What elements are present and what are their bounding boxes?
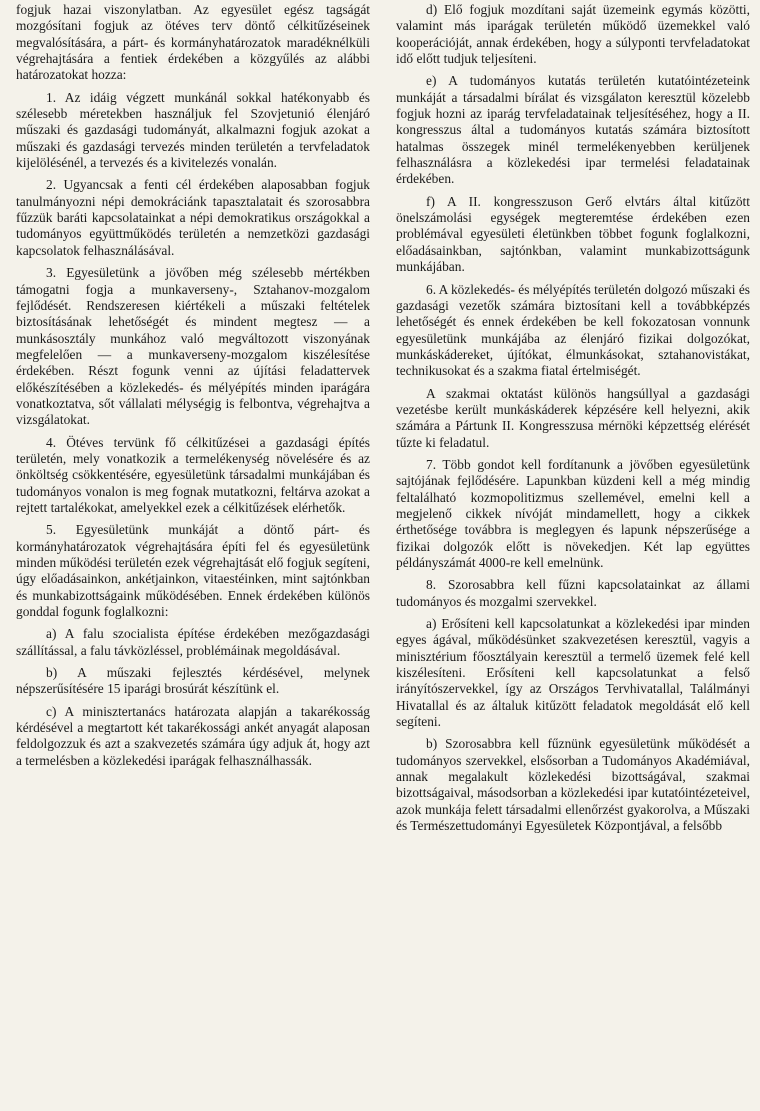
resolution-2: 2. Ugyancsak a fenti cél érdekében alaposabban fogjuk tanulmányozni népi demokráciánk tapasztalatait és szorosabbra fűzzük baráti kapcsolatainkat a népi demokratikus országokkal a tudományos együttműködés területén a nemzetközi gazdasági kapcsolatok felhasználásával. bbox=[16, 177, 370, 258]
resolution-5c: c) A minisztertanács határozata alapján a takarékosság kérdésével a megtartott két takarékossági ankét anyagát alaposan feldolgozzuk és azt a szakvezetés számára úgy adjuk át, hogy azt a termelésben a közlekedési iparágak felhasználhassák. bbox=[16, 703, 370, 768]
resolution-1: 1. Az idáig végzett munkánál sokkal hatékonyabb és szélesebb méretekben használjuk fel Szovjetunió élenjáró műszaki és gazdasági tudományát, alkalmazni fogjuk azokat a műszaki és gazdasági tervezés minden területén a tervfeladatok kijelölésénél, a tervezés és a kivitelezés vonalán. bbox=[16, 89, 370, 171]
resolution-5a: a) A falu szocialista építése érdekében mezőgazdasági szállítással, a falu távközléssel, problémáinak megoldásával. bbox=[16, 626, 370, 658]
left-column bbox=[16, 2, 370, 1111]
right-column bbox=[396, 2, 750, 1111]
resolution-5b: b) A műszaki fejlesztés kérdésével, melynek népszerűsítésére 15 iparági brosúrát készítünk el. bbox=[16, 665, 370, 697]
resolution-3: 3. Egyesületünk a jövőben még szélesebb mértékben támogatni fogja a munkaverseny-, Sztahanov-mozgalom fejlődését. Rendszeresen kiértékeli a műszaki feltételek biztosításának lehetőségét és mindent megtesz — a munkásosztály munkához való megváltozott viszonyának megfelelően — a munkaverseny-mozgalom kiszélesítése érdekében. Részt fogunk venni az újítási feladattervek előkészítésében a közlekedés- és mélyépítés minden iparágára vonatkoztatva, sőt vállalati mélységig is felbontva, végrehajtva a vizsgálatokat. bbox=[16, 265, 370, 428]
resolution-5: 5. Egyesületünk munkáját a döntő párt- és kormányhatározatok végrehajtására építi fel és egyesületünk minden működési területén ezek végrehajtását elő fogjuk segíteni, úgy előadásainkon, ankétjainkon, vitaestéinken, mint sajtónkban és munkabizottságaink működésében. Ennek érdekében különös gonddal fogunk foglalkozni: bbox=[16, 522, 370, 620]
resolution-4: 4. Ötéves tervünk fő célkitűzései a gazdasági építés területén, mely vonatkozik a termelékenység növelésére és az önköltség csökkentésére, egyesületünk társadalmi munkájában és tudományos vonalon is meg fognak mutatkozni, feltárva azokat a rejtett tartalékokat, amelyekkel ezek a célkitűzések elérhetők. bbox=[16, 434, 370, 515]
resolution-8a: a) Erősíteni kell kapcsolatunkat a közlekedési ipar minden egyes ágával, működésünket szakvezetésen keresztül, vagyis a minisztérium főosztályain keresztül a termelő üzemek felé kell kiszélesíteni. Erősíteni kell kapcsolatunkat a felső irányítószervekkel, így az Országos Tervhivatallal, Találmányi Hivatallal és az általuk kitűzött feladatok megoldását elő kell segíteni. bbox=[396, 616, 750, 730]
resolution-7: 7. Több gondot kell fordítanunk a jövőben egyesületünk sajtójának fejlődésére. Lapunkban küzdeni kell a még mindig feltalálható kozmopolitizmus szellemével, emelni kell a megjelenő cikkek nívóját mindamellett, hogy a cikkek érthetősége továbbra is meglegyen és lapunk népszerűsége a fizikai dolgozók előtt is növekedjen. Két lap együttes példányszámát 4000-re kell emelnünk. bbox=[396, 456, 750, 570]
intro-paragraph: fogjuk hazai viszonylatban. Az egyesület egész tagságát mozgósítani fogjuk az ötéves terv döntő célkitűzéseinek megvalósítására, a párt- és kormányhatározatok maradéknélküli végrehajtására a fentiek érdekében a közgyűlés az alábbi határozatokat hozza: bbox=[16, 2, 370, 83]
resolution-5e: e) A tudományos kutatás területén kutatóintézeteink munkáját a társadalmi bírálat és vizsgálaton keresztül közelebb fogjuk hozni az iparág tervfeladatainak teljesítéséhez, hogy a II. kongresszus által a tudományos kutatás számára biztosított hatalmas összegek minél termelékenyebben kerüljenek felhasználásra a közlekedési ipar termelési feladatainak érdekében. bbox=[396, 73, 750, 187]
resolution-8: 8. Szorosabbra kell fűzni kapcsolatainkat az állami tudományos és mozgalmi szervekkel. bbox=[396, 577, 750, 609]
resolution-6: 6. A közlekedés- és mélyépítés területén dolgozó műszaki és gazdasági vezetők számára biztosítani kell a továbbképzés lehetőségét és ennek érdekében be kell fokozatosan vonnunk egyesületünk munkájába az élenjáró fizikai dolgozókat, munkáskádereket, újítókat, élmunkásokat, sztahanovistákat, technikusokat és a szakma fiatal értelmiségét. bbox=[396, 281, 750, 379]
resolution-5f: f) A II. kongresszuson Gerő elvtárs által kitűzött önelszámolási egységek megteremtése érdekében ezen problémával egyesületi életünkben többet fogunk foglalkozni, előadásainkban, sajtónkban, valamint munkabizottságunk munkájában. bbox=[396, 193, 750, 275]
resolution-8b: b) Szorosabbra kell fűznünk egyesületünk működését a tudományos szervekkel, elsősorban a Tudományos Akadémiával, annak megalakult közlekedési bizottságával, szakmai bizottságaival, másodsorban a közlekedési ipar kutatóintézeteivel, azok munkája felett társadalmi ellenőrzést gyakorolva, a Műszaki és Természettudományi Egyesületek Központjával, a felsőbb bbox=[396, 736, 750, 834]
resolution-6-training: A szakmai oktatást különös hangsúllyal a gazdasági vezetésbe került munkáskáderek képzésére kell helyezni, akik számára a Pártunk II. Kongresszusa mérnöki képzettség elérését tűzte ki feladatul. bbox=[396, 385, 750, 450]
resolution-5d: d) Elő fogjuk mozdítani saját üzemeink egymás közötti, valamint más iparágak területén működő üzemekkel való kooperációját, annak érdekében, hogy a súlyponti tervfeladatokat idő előtt tudjuk teljesíteni. bbox=[396, 2, 750, 67]
